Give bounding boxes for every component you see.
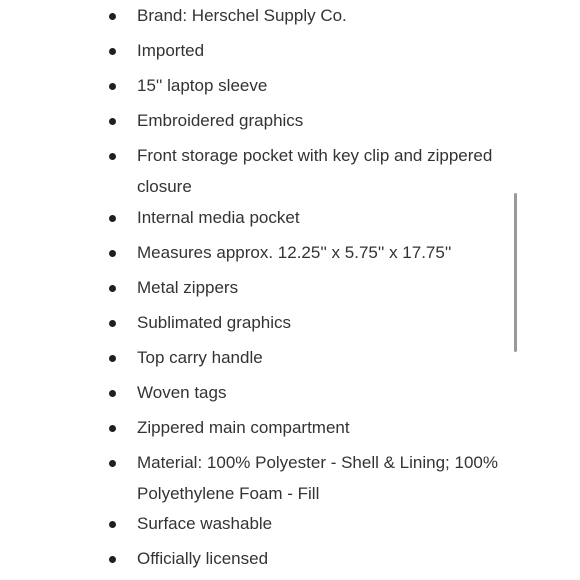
- bullet-icon: [109, 425, 116, 432]
- feature-text: Front storage pocket with key clip and zippered closure: [137, 146, 493, 196]
- bullet-icon: [109, 48, 116, 55]
- feature-text: Material: 100% Polyester - Shell & Lining; 100% Polyethylene Foam - Fill: [137, 453, 498, 503]
- bullet-icon: [109, 521, 116, 528]
- bullet-icon: [109, 320, 116, 327]
- bullet-icon: [109, 556, 116, 563]
- feature-text: Imported: [137, 41, 205, 60]
- feature-text: Officially licensed: [137, 549, 269, 568]
- feature-text: Embroidered graphics: [137, 111, 304, 130]
- bullet-icon: [109, 285, 116, 292]
- feature-text: Measures approx. 12.25'' x 5.75'' x 17.75'': [137, 243, 452, 262]
- feature-text: Metal zippers: [137, 278, 239, 297]
- feature-text: Zippered main compartment: [137, 418, 350, 437]
- bullet-icon: [109, 215, 116, 222]
- bullet-icon: [109, 250, 116, 257]
- bullet-icon: [109, 153, 116, 160]
- scrollbar-thumb[interactable]: [514, 193, 517, 352]
- feature-text: 15'' laptop sleeve: [137, 76, 268, 95]
- feature-text: Surface washable: [137, 514, 273, 533]
- bullet-icon: [109, 460, 116, 467]
- feature-text: Brand: Herschel Supply Co.: [137, 6, 347, 25]
- feature-text: Top carry handle: [137, 348, 263, 367]
- bullet-icon: [109, 83, 116, 90]
- bullet-icon: [109, 355, 116, 362]
- feature-text: Internal media pocket: [137, 208, 300, 227]
- bullet-icon: [109, 13, 116, 20]
- feature-text: Woven tags: [137, 383, 227, 402]
- feature-text: Sublimated graphics: [137, 313, 292, 332]
- bullet-icon: [109, 390, 116, 397]
- bullet-icon: [109, 118, 116, 125]
